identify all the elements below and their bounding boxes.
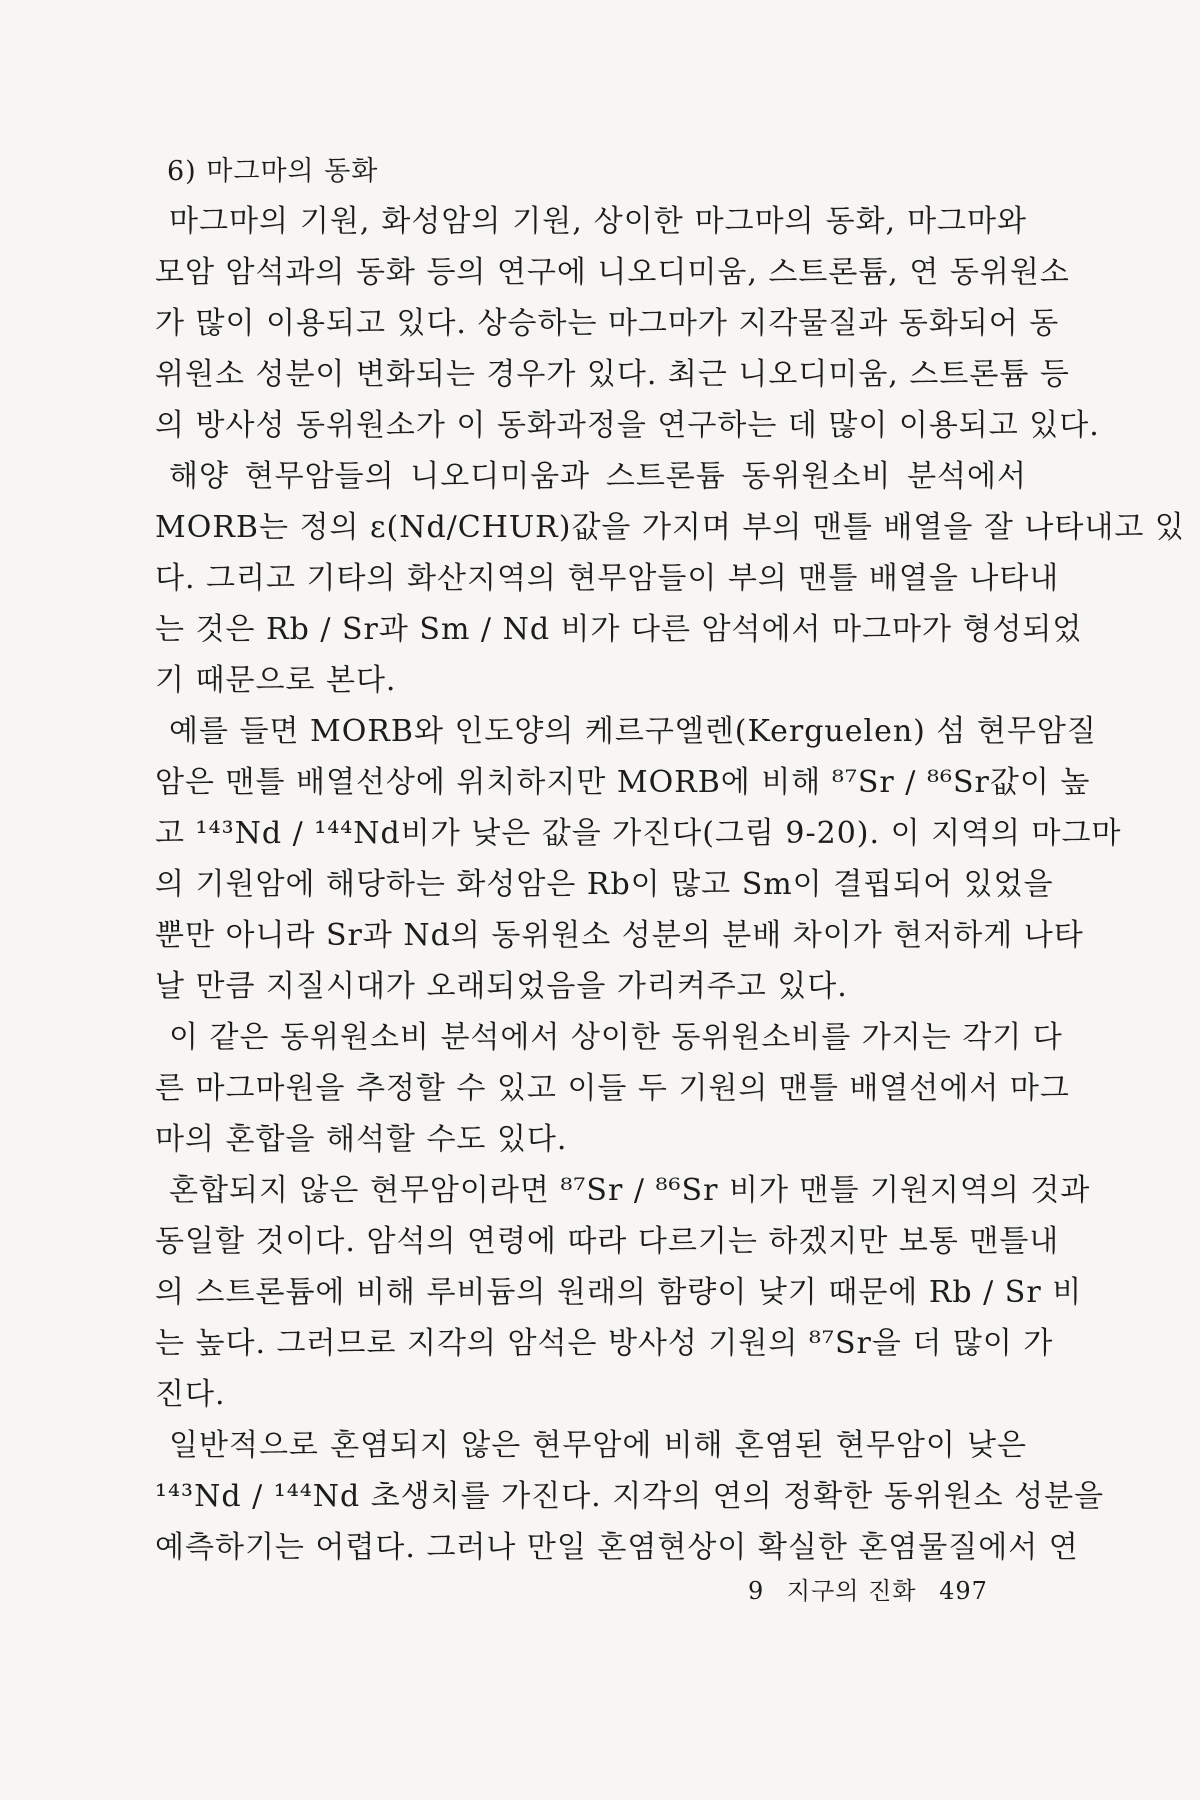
text-line: 의 기원암에 해당하는 화성암은 Rb이 많고 Sm이 결핍되어 있었을 <box>155 867 1054 902</box>
paragraph <box>155 451 1185 706</box>
text-line: 이 같은 동위원소비 분석에서 상이한 동위원소비를 가지는 각기 다 <box>169 1020 1063 1055</box>
text-line: 뿐만 아니라 Sr과 Nd의 동위원소 성분의 분배 차이가 현저하게 나타 <box>155 918 1084 953</box>
section-heading: 6) 마그마의 동화 <box>167 156 379 187</box>
text-line: 혼합되지 않은 현무암이라면 ⁸⁷Sr / ⁸⁶Sr 비가 맨틀 기원지역의 것과 <box>169 1173 1091 1208</box>
text-line: 암은 맨틀 배열선상에 위치하지만 MORB에 비해 ⁸⁷Sr / ⁸⁶Sr값이 높 <box>155 765 1091 800</box>
text-line: 동일할 것이다. 암석의 연령에 따라 다르기는 하겠지만 보통 맨틀내 <box>155 1224 1060 1259</box>
text-line: 위원소 성분이 변화되는 경우가 있다. 최근 니오디미움, 스트론튬 등 <box>155 357 1070 392</box>
text-line: 가 많이 이용되고 있다. 상승하는 마그마가 지각물질과 동화되어 동 <box>155 306 1060 341</box>
paragraph <box>155 196 1100 451</box>
paragraph <box>155 1420 1105 1573</box>
text-line: 의 방사성 동위원소가 이 동화과정을 연구하는 데 많이 이용되고 있다. <box>155 408 1100 443</box>
body-text <box>155 196 1185 1573</box>
text-line: 는 것은 Rb / Sr과 Sm / Nd 비가 다른 암석에서 마그마가 형성되었 <box>155 612 1083 647</box>
page-footer <box>748 1573 1002 1609</box>
text-line: 일반적으로 혼염되지 않은 현무암에 비해 혼염된 현무암이 낮은 <box>169 1428 1027 1463</box>
chapter-title: 지구의 진화 <box>786 1577 917 1605</box>
text-line: 예를 들면 MORB와 인도양의 케르구엘렌(Kerguelen) 섬 현무암질 <box>169 714 1097 749</box>
paragraph <box>155 706 1122 1012</box>
text-line: ¹⁴³Nd / ¹⁴⁴Nd 초생치를 가진다. 지각의 연의 정확한 동위원소 성분을 <box>155 1479 1105 1514</box>
text-line: 는 높다. 그러므로 지각의 암석은 방사성 기원의 ⁸⁷Sr을 더 많이 가 <box>155 1326 1054 1361</box>
text-line: 다. 그리고 기타의 화산지역의 현무암들이 부의 맨틀 배열을 나타내 <box>155 561 1060 596</box>
chapter-number: 9 <box>748 1577 765 1605</box>
text-line: 마그마의 기원, 화성암의 기원, 상이한 마그마의 동화, 마그마와 <box>169 204 1027 239</box>
text-line: 예측하기는 어렵다. 그러나 만일 혼염현상이 확실한 혼염물질에서 연 <box>155 1530 1079 1565</box>
text-line: 모암 암석과의 동화 등의 연구에 니오디미움, 스트론튬, 연 동위원소 <box>155 255 1070 290</box>
text-line: 의 스트론튬에 비해 루비듐의 원래의 함량이 낮기 때문에 Rb / Sr 비 <box>155 1275 1083 1310</box>
text-line: MORB는 정의 ε(Nd/CHUR)값을 가지며 부의 맨틀 배열을 잘 나타내고 있 <box>155 510 1185 545</box>
paragraph <box>155 1012 1070 1165</box>
paragraph <box>155 1165 1091 1420</box>
text-line: 날 만큼 지질시대가 오래되었음을 가리켜주고 있다. <box>155 969 848 1004</box>
text-line: 고 ¹⁴³Nd / ¹⁴⁴Nd비가 낮은 값을 가진다(그림 9-20). 이 지역의 마그마 <box>155 816 1122 851</box>
page-number: 497 <box>939 1577 988 1605</box>
text-line: 마의 혼합을 해석할 수도 있다. <box>155 1122 568 1157</box>
text-line: 기 때문으로 본다. <box>155 663 397 698</box>
text-line: 진다. <box>155 1377 226 1412</box>
text-line: 해양 현무암들의 니오디미움과 스트론튬 동위원소비 분석에서 <box>169 459 1027 494</box>
text-line: 른 마그마원을 추정할 수 있고 이들 두 기원의 맨틀 배열선에서 마그 <box>155 1071 1070 1106</box>
